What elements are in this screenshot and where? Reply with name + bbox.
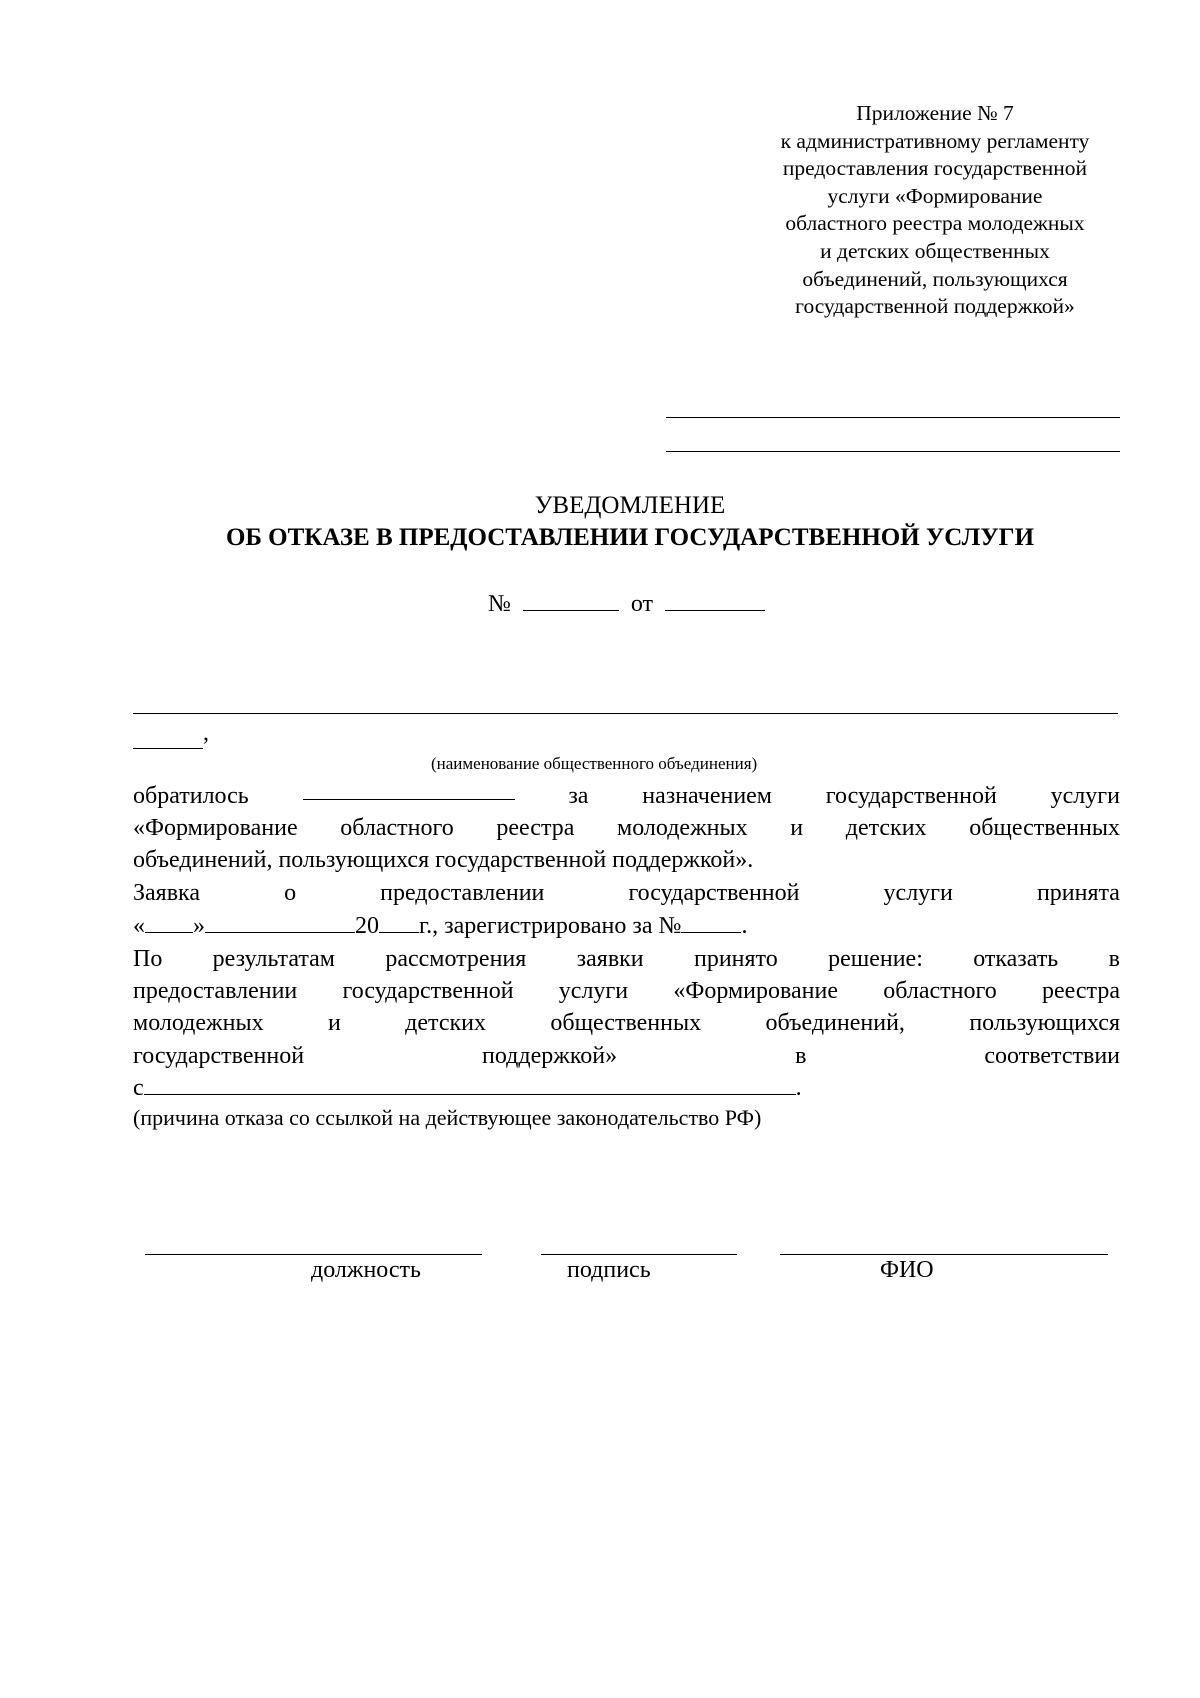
body-word: государственной bbox=[342, 978, 514, 1004]
body-word: государственной bbox=[133, 1043, 305, 1069]
body-word: отказать bbox=[973, 946, 1059, 972]
body-word: результатам bbox=[212, 946, 335, 972]
body-word: государственной bbox=[628, 880, 800, 906]
body-word: реестра bbox=[496, 815, 575, 841]
full-name-line bbox=[780, 1254, 1108, 1255]
body-word: областного bbox=[883, 978, 997, 1004]
body-word: молодежных bbox=[617, 815, 748, 841]
full-name-label: ФИО bbox=[880, 1257, 934, 1283]
organization-comma: , bbox=[203, 720, 209, 746]
body-word: общественных bbox=[969, 815, 1120, 841]
organization-name-line bbox=[133, 713, 1118, 714]
number-sign: № bbox=[487, 591, 511, 617]
body-word: услуги bbox=[883, 880, 953, 906]
body-word: предоставлении bbox=[133, 978, 298, 1004]
document-title: УВЕДОМЛЕНИЕ bbox=[534, 492, 726, 519]
body-line bbox=[133, 781, 1120, 811]
body-word: заявки bbox=[576, 946, 644, 972]
reason-caption: (причина отказа со ссылкой на действующее законодательство РФ) bbox=[133, 1105, 762, 1130]
close-quote: » bbox=[193, 913, 205, 939]
body-word: пользующихся bbox=[969, 1010, 1120, 1036]
body-word: общественных bbox=[550, 1010, 702, 1036]
signature-label: подпись bbox=[567, 1257, 651, 1283]
body-word: принята bbox=[1036, 880, 1120, 906]
body-word: и bbox=[790, 815, 804, 841]
body-line bbox=[133, 944, 1120, 974]
appendix-line: и детских общественных bbox=[820, 238, 1050, 263]
body-line-reason bbox=[133, 1073, 802, 1103]
applied-date-blank bbox=[303, 781, 515, 800]
appendix-header bbox=[740, 100, 1130, 321]
registration-number-blank bbox=[681, 914, 741, 933]
body-word: государственной bbox=[825, 783, 997, 809]
organization-caption: (наименование общественного объединения) bbox=[431, 754, 758, 773]
body-word: назначением bbox=[642, 783, 772, 809]
body-line bbox=[133, 813, 1120, 843]
from-label: от bbox=[630, 591, 654, 617]
open-quote: « bbox=[133, 913, 145, 939]
body-word: услуги bbox=[1050, 783, 1120, 809]
body-line bbox=[133, 878, 1120, 908]
registration-text: г., зарегистрировано за № bbox=[419, 913, 682, 939]
body-word: «Формирование bbox=[673, 978, 839, 1004]
position-line bbox=[145, 1254, 482, 1255]
position-label: должность bbox=[311, 1257, 421, 1283]
appendix-line: предоставления государственной bbox=[782, 156, 1088, 181]
signature-line bbox=[541, 1254, 737, 1255]
body-word: детских bbox=[845, 815, 927, 841]
body-word: за bbox=[568, 783, 589, 809]
body-word: поддержкой» bbox=[482, 1043, 618, 1069]
day-blank bbox=[145, 914, 193, 933]
month-blank bbox=[205, 914, 355, 933]
reason-prefix: с bbox=[133, 1075, 144, 1101]
number-date-line bbox=[0, 591, 1200, 618]
body-line bbox=[133, 1041, 1120, 1071]
body-word: рассмотрения bbox=[385, 946, 527, 972]
body-word: и bbox=[327, 1010, 341, 1036]
body-word: молодежных bbox=[133, 1010, 264, 1036]
document-subtitle: ОБ ОТКАЗЕ В ПРЕДОСТАВЛЕНИИ ГОСУДАРСТВЕННОЙ УСЛУГИ bbox=[225, 524, 1035, 551]
appendix-line: областного реестра молодежных bbox=[785, 211, 1085, 236]
body-word: услуги bbox=[558, 978, 629, 1004]
body-word: объединений, bbox=[765, 1010, 905, 1036]
appendix-line: государственной поддержкой» bbox=[795, 294, 1075, 319]
organization-name-line-end bbox=[133, 748, 203, 749]
body-word: соответствии bbox=[984, 1043, 1120, 1069]
line-end: . bbox=[795, 1075, 802, 1101]
body-line: объединений, пользующихся государственной поддержкой». bbox=[133, 847, 754, 873]
body-word: решение: bbox=[828, 946, 923, 972]
year-blank bbox=[379, 914, 419, 933]
reason-blank bbox=[144, 1076, 796, 1095]
body-word: «Формирование bbox=[133, 815, 298, 841]
addressee-line-2 bbox=[666, 451, 1120, 452]
body-word: предоставлении bbox=[380, 880, 545, 906]
line-end: . bbox=[741, 913, 748, 939]
date-blank bbox=[665, 592, 765, 611]
body-line bbox=[133, 976, 1120, 1006]
addressee-line-1 bbox=[666, 417, 1120, 418]
body-line bbox=[133, 1008, 1120, 1038]
body-word: в bbox=[1108, 946, 1120, 972]
body-word: областного bbox=[340, 815, 454, 841]
appendix-line: к административному регламенту bbox=[780, 128, 1090, 153]
number-blank bbox=[523, 592, 619, 611]
body-word: детских bbox=[405, 1010, 486, 1036]
body-word: принято bbox=[693, 946, 778, 972]
appendix-line: объединений, пользующихся bbox=[802, 266, 1068, 291]
year-prefix: 20 bbox=[355, 913, 379, 939]
body-word: в bbox=[795, 1043, 807, 1069]
body-word: По bbox=[133, 946, 163, 972]
body-word: обратилось bbox=[133, 783, 249, 809]
appendix-line: Приложение № 7 bbox=[856, 101, 1014, 125]
body-word: Заявка bbox=[133, 880, 200, 906]
body-word: о bbox=[284, 880, 297, 906]
body-word: реестра bbox=[1042, 978, 1120, 1004]
body-line-date bbox=[133, 911, 747, 941]
appendix-line: услуги «Формирование bbox=[827, 183, 1043, 208]
